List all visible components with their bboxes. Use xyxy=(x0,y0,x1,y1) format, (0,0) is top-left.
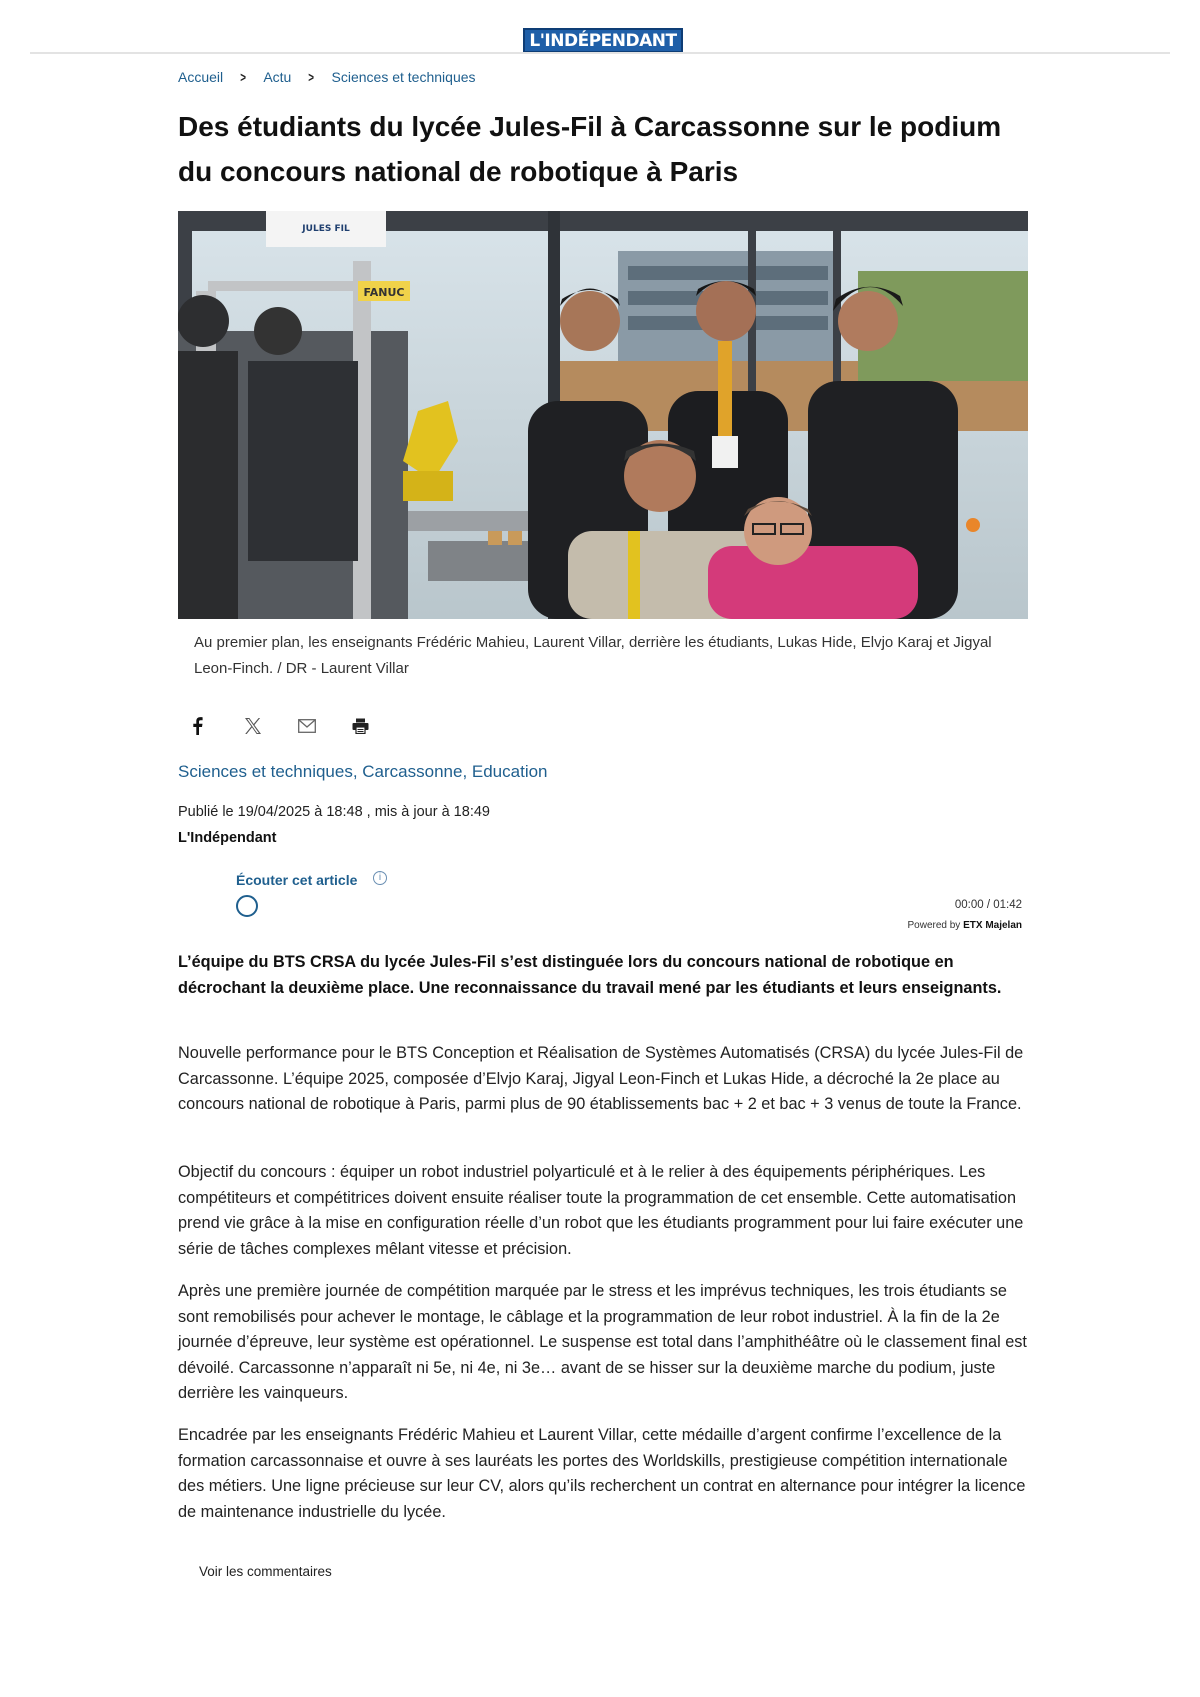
facebook-icon[interactable] xyxy=(178,713,232,739)
breadcrumb xyxy=(178,69,476,85)
article-paragraph: Nouvelle performance pour le BTS Conception et Réalisation de Systèmes Automatisés (CRSA) du lycée Jules-Fil de Carcassonne. L’équipe 2025, composée d’Elvjo Karaj, Jigyal Leon-Finch et Lukas Hide, a décroché la 2e place au concours national de robotique à Paris, parmi plus de 90 établissements bac + 2 et bac + 3 venus de toute la France. xyxy=(178,1044,1024,1113)
info-icon[interactable]: i xyxy=(373,871,387,885)
site-logo[interactable]: L'INDÉPENDANT xyxy=(523,28,683,53)
article-lead: L’équipe du BTS CRSA du lycée Jules-Fil s’est distinguée lors du concours national de robotique en décrochant la deuxième place. Une reconnaissance du travail mené par les étudiants et leurs enseignants. xyxy=(178,953,1002,997)
chevron-right-icon: > xyxy=(308,69,315,85)
listen-article-label[interactable]: Écouter cet article xyxy=(236,872,358,888)
play-button[interactable] xyxy=(236,895,258,917)
mail-icon[interactable] xyxy=(286,713,340,739)
breadcrumb-section[interactable]: Sciences et techniques xyxy=(331,69,476,85)
chevron-right-icon: > xyxy=(240,69,247,85)
audio-time: 00:00 / 01:42 xyxy=(954,899,1022,911)
article-paragraph: Encadrée par les enseignants Frédéric Mahieu et Laurent Villar, cette médaille d’argent confirme l’excellence de la formation carcassonnaise et ouvre à ses lauréats les portes des Worldskills, prestigieuse compétition internationale des métiers. Une ligne précieuse sur leur CV, alors qu’ils recherchent un contrat en alternance pour intégrer la licence de maintenance industrielle du lycée. xyxy=(178,1426,1026,1521)
article-source: L'Indépendant xyxy=(178,830,277,846)
photo-banner-text: JULES FIL xyxy=(302,224,350,234)
powered-by-prefix: Powered by xyxy=(907,920,961,931)
audio-player xyxy=(236,868,1022,938)
powered-by-brand: ETX Majelan xyxy=(963,920,1022,931)
article-tags[interactable]: Sciences et techniques, Carcassonne, Education xyxy=(178,762,548,781)
share-bar xyxy=(178,713,394,739)
x-icon[interactable] xyxy=(232,713,286,739)
breadcrumb-actu[interactable]: Actu xyxy=(263,69,292,85)
article-title: Des étudiants du lycée Jules-Fil à Carcassonne sur le podium du concours national de robotique à Paris xyxy=(178,111,1002,187)
publish-date: Publié le 19/04/2025 à 18:48 , mis à jour à 18:49 xyxy=(178,804,490,820)
site-header xyxy=(0,0,1200,56)
breadcrumb-home[interactable]: Accueil xyxy=(178,69,224,85)
article-paragraph: Objectif du concours : équiper un robot industriel polyarticulé et à le relier à des équipements périphériques. Les compétiteurs et compétitrices doivent ensuite réaliser toute la programmation de cet ensemble. Cette automatisation prend vie grâce à la mise en configuration réelle d’un robot que les étudiants programment pour lui faire exécuter une série de tâches complexes mêlant vitesse et précision. xyxy=(178,1163,1024,1258)
article-photo[interactable] xyxy=(178,211,1028,619)
powered-by xyxy=(908,920,1023,931)
photo-caption: Au premier plan, les enseignants Frédéric Mahieu, Laurent Villar, derrière les étudiants, Lukas Hide, Elvjo Karaj et Jigyal Leon-Finch. / DR - Laurent Villar xyxy=(194,634,992,677)
header-divider xyxy=(30,52,1170,54)
article-paragraph: Après une première journée de compétition marquée par le stress et les imprévus techniques, les trois étudiants se sont remobilisés pour achever le montage, le câblage et la programmation de leur robot industriel. À la fin de la 2e journée d’épreuve, leur système est opérationnel. Le suspense est total dans l’amphithéâtre où le classement final est dévoilé. Carcassonne n’apparaît ni 5e, ni 4e, ni 3e… avant de se hisser sur la deuxième marche du podium, juste derrière les vainqueurs. xyxy=(178,1282,1027,1402)
photo-fanuc-sign: FANUC xyxy=(363,286,405,299)
print-icon[interactable] xyxy=(340,713,394,739)
photo-illustration xyxy=(178,211,1028,619)
view-comments-link[interactable]: Voir les commentaires xyxy=(199,1564,332,1579)
